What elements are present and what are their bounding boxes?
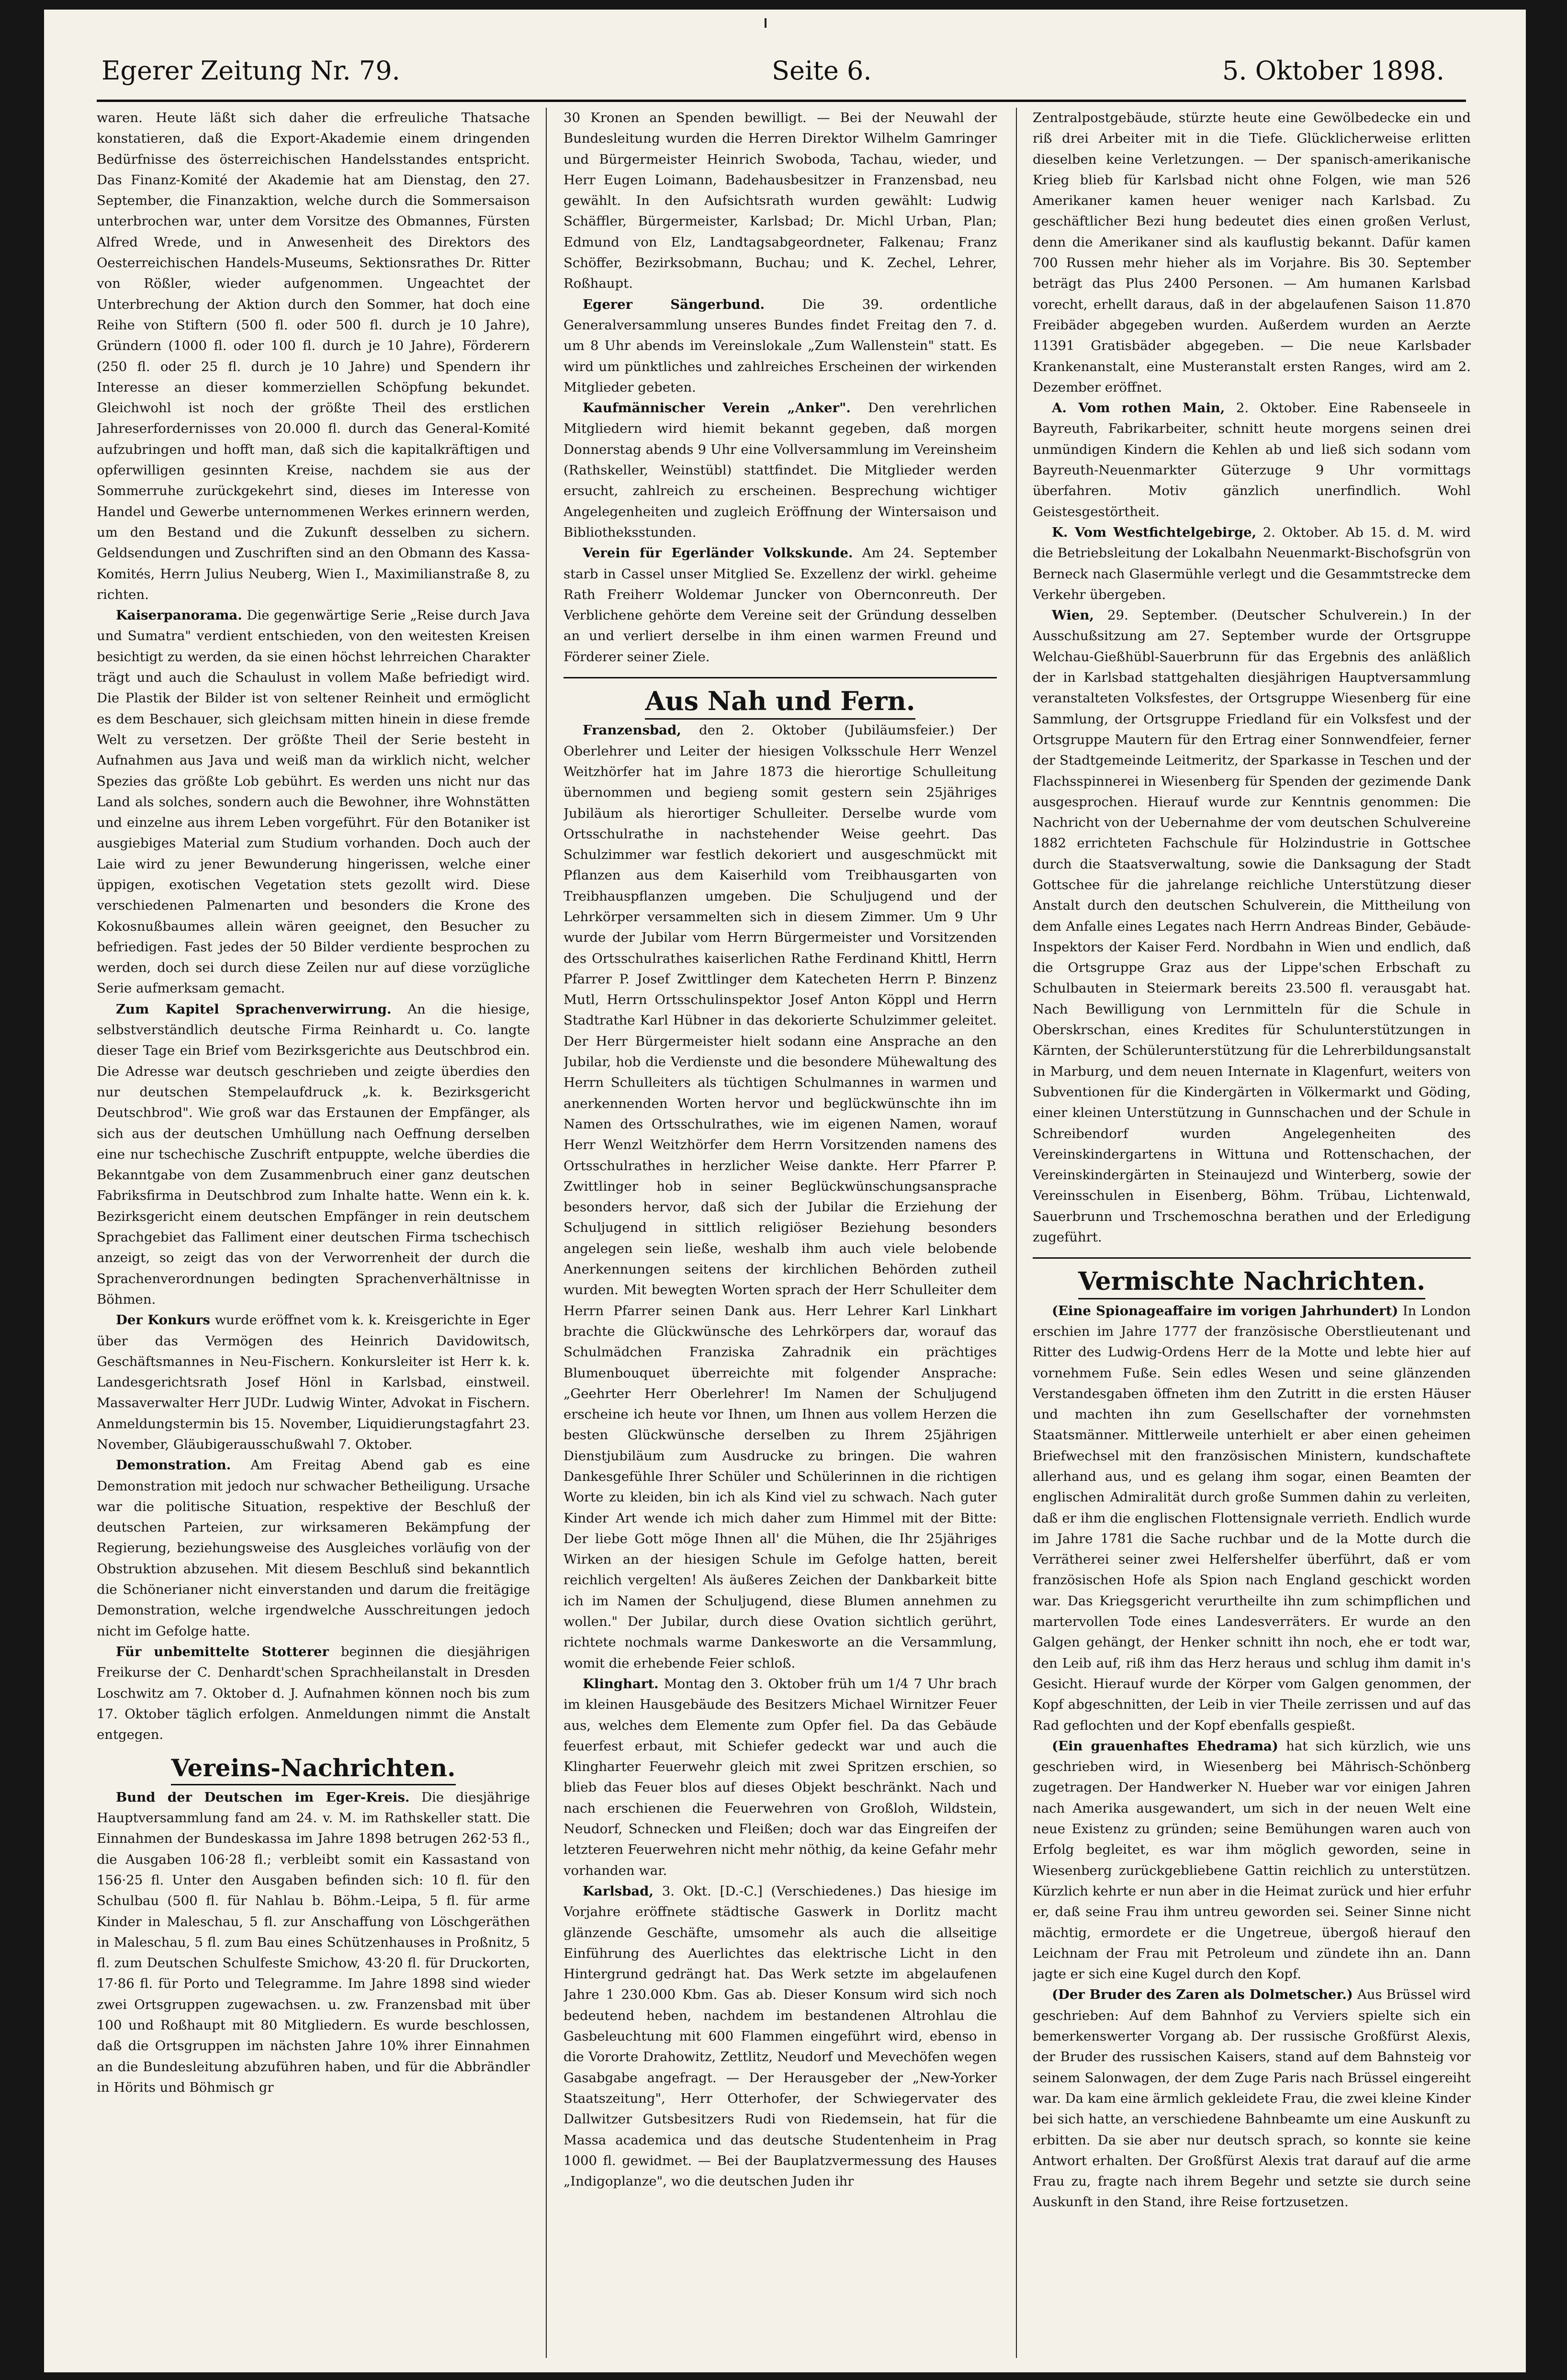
article-heading: Franzensbad,	[583, 722, 681, 738]
section-title: Vereins-Nachrichten.	[171, 1754, 455, 1785]
article-paragraph	[1033, 1301, 1471, 1736]
article-paragraph	[564, 543, 997, 667]
column-divider	[1016, 108, 1017, 2358]
column-3	[1033, 108, 1471, 2358]
article-body: Am 24. September starb in Cassel unser Mitglied Se. Exzellenz der wirkl. geheime Rath Freiherr Woldemar Juncker von Obernconreuth. Der Verblichene gehörte dem Vereine seit der Gründung desselben an und verliert derselbe in ihm einen warmen Freund und Förderer seiner Ziele.	[564, 545, 997, 665]
article-heading: (Ein grauenhaftes Ehedrama)	[1052, 1738, 1278, 1754]
article-body: den 2. Oktober (Jubiläumsfeier.) Der Oberlehrer und Leiter der hiesigen Volksschule Herr Wenzel Weitzhörfer hat im Jahre 1873 die hierortige Schulleitung übernommen und begieng somit gestern sein 25jähriges Jubiläum als hierortiger Schulleiter. Derselbe wurde vom Ortsschulrathe in nachstehender Weise geehrt. Das Schulzimmer war festlich dekoriert und ausgeschmückt mit Pflanzen aus dem Kaiserhild vom Treibhausgarten von Treibhauspflanzen umgeben. Die Schuljugend und der Lehrkörper versammelten sich in diesem Zimmer. Um 9 Uhr wurde der Jubilar vom Herrn Bürgermeister und Vorsitzenden des Ortsschulrathes kaiserlichen Rathe Ferdinand Khittl, Herrn Pfarrer P. Josef Zwittlinger dem Katecheten Herrn P. Binzenz Mutl, Herrn Ortsschulinspektor Josef Anton Köppl und Herrn Stadtrathe Karl Hübner in das dekorierte Schulzimmer geleitet. Der Herr Bürgermeister hielt sodann eine Ansprache an den Jubilar, hob die Verdienste und die besondere Mühewaltung des Herrn Schulleiters als tüchtigen Schulmannes in warmen und anerkennenden Worten hervor und beglückwünschte ihn im Namen des Ortsschulrathes, wie im eigenen Namen, worauf Herr Wenzl Weitzhörfer dem Herrn Vorsitzenden namens des Ortsschulrathes in herzlicher Weise dankte. Herr Pfarrer P. Zwittlinger hob in seiner Beglückwünschungsansprache besonders hervor, daß sich der Jubilar die Erziehung der Schuljugend in sittlich religiöser Beziehung besonders angelegen sein ließe, weshalb ihm auch viele belobende Anerkennungen seitens der kirchlichen Behörden zutheil wurden. Mit bewegten Worten sprach der Herr Schulleiter dem Herrn Pfarrer seinen Dank aus. Herr Lehrer Karl Linkhart brachte die Glückwünsche des Lehrkörpers dar, worauf das Schulmädchen Franziska Zahradnik ein prächtiges Blumenbouquet überreichte mit folgender Ansprache: „Geehrter Herr Oberlehrer! Im Namen der Schuljugend erscheine ich heute vor Ihnen, um Ihnen aus vollem Herzen die besten Glückwünsche derselben zu Ihrem 25jährigen Dienstjubiläum zum Ausdrucke zu bringen. Die wahren Dankesgefühle Ihrer Schüler und Schülerinnen in die richtigen Worte zu kleiden, bin ich als Kind viel zu schwach. Nach guter Kinder Art wende ich mich daher zum Himmel mit der Bitte: Der liebe Gott möge Ihnen all' die Mühen, die Ihr 25jähriges Wirken an der hiesigen Schule im Gefolge hatten, bereit reichlich vergelten! Als äußeres Zeichen der Dankbarkeit bitte ich im Namen der Schuljugend, diese Blumen annehmen zu wollen." Der Jubilar, durch diese Ovation sichtlich gerührt, richtete nochmals warme Dankesworte an die Versammlung, womit die erhebende Feier schloß.	[564, 722, 997, 1671]
article-body: 2. Oktober. Ab 15. d. M. wird die Betriebsleitung der Lokalbahn Neuenmarkt-Bischofsgrün von Berneck nach Glasermühle verlegt und die Gesammtstrecke dem Verkehr übergeben.	[1033, 524, 1471, 602]
article-body: hat sich kürzlich, wie uns geschrieben wird, in Wiesenberg bei Mährisch-Schönberg zugetragen. Der Handwerker N. Hueber war vor einigen Jahren nach Amerika ausgewandert, um sich in der neuen Welt eine neue Existenz zu gründen; seine Bemühungen waren auch von Erfolg begleitet, es war ihm möglich geworden, seine in Wiesenberg zurückgebliebene Gattin reichlich zu unterstützen. Kürzlich kehrte er nun aber in die Heimat zurück und hier erfuhr er, daß seine Frau ihm untreu geworden sei. Seiner Sinne nicht mächtig, ermordete er die Ungetreue, übergoß hierauf den Leichnam der Frau mit Petroleum und zündete ihn an. Dann jagte er sich eine Kugel durch den Kopf.	[1033, 1738, 1471, 1982]
article-heading: Klinghart.	[583, 1676, 659, 1692]
article-body: 29. September. (Deutscher Schulverein.) In der Ausschußsitzung am 27. September wurde der Ortsgruppe Welchau-Gießhübl-Sauerbrunn für das Ergebnis des anläßlich der in Karlsbad stattgehalten diesjährigen Hauptversammlung veranstalteten Volksfestes, der Ortsgruppe Wiesenberg für eine Sammlung, der Ortsgruppe Friedland für ein Volksfest und der Ortsgruppe Mautern für den Ertrag einer Sonnwendfeier, ferner der Stadtgemeinde Leitmeritz, der Sparkasse in Teschen und der Flachsspinnerei in Wiesenberg für Spenden der gezimende Dank ausgesprochen. Hierauf wurde zur Kenntnis genommen: Die Nachricht von der Uebernahme der vom deutschen Schulvereine 1882 errichteten Fachschule für Holzindustrie in Gottschee durch die Staatsverwaltung, sowie die Danksagung der Stadt Gottschee für die jahrelange reichliche Unterstützung dieser Anstalt durch den deutschen Schulverein, die Mittheilung von dem Anfalle eines Legates nach Herrn Andreas Binder, Gebäude-Inspektors der Kaiser Ferd. Nordbahn in Wien und endlich, daß die Ortsgruppe Graz aus der Lippe'schen Erbschaft zu Schulbauten in Steiermark bereits 23.500 fl. verausgabt hat. Nach Bewilligung von Lernmitteln für die Schule in Oberskrschan, eines Kredites für Schulunterstützungen in Kärnten, der Schülerunterstützung für die Lehrerbildungsanstalt in Marburg, und dem neuen Internate in Klagenfurt, weiters von Subventionen für die Kindergärten in Völkermarkt und Göding, einer kleinen Unterstützung in Gunnschachen und der Schule in Schreibendorf wurden Angelegenheiten des Vereinskindergartens in Wittuna und Rottenschachen, der Vereinskindergärten in Steinaujezd und Winterberg, sowie der Vereinsschulen in Eisenberg, Böhm. Trübau, Lichtenwald, Sauerbrunn und Trschemoschna berathen und der Erledigung zugeführt.	[1033, 608, 1471, 1245]
article-body: Den verehrlichen Mitgliedern wird hiemit bekannt gegeben, daß morgen Donnerstag abends 9 Uhr eine Vollversammlung im Vereinsheim (Rathskeller, Weinstübl) stattfindet. Die Mitglieder werden ersucht, zahlreich zu erscheinen. Besprechung wichtiger Angelegenheiten und zugleich Eröffnung der Wintersaison und Bibliotheksstunden.	[564, 400, 997, 540]
article-paragraph	[564, 720, 997, 1674]
article-paragraph	[1033, 1736, 1471, 1985]
article-body: Die gegenwärtige Serie „Reise durch Java und Sumatra" verdient entschieden, von den weitesten Kreisen besichtigt zu werden, da sie einen höchst lehrreichen Charakter trägt und auch die Schaulust in vollem Maße befriedigt wird. Die Plastik der Bilder ist von seltener Reinheit und ermöglicht es dem Beschauer, sich gleichsam mitten hinein in diese fremde Welt zu versetzen. Der größte Theil der Serie besteht in Aufnahmen aus Java und weiß man da wirklich nicht, welcher Spezies das größte Lob gebührt. Es werden uns nicht nur das Land als solches, sondern auch die Bewohner, ihre Wohnstätten und einzelne aus ihrem Leben vorgeführt. Für den Botaniker ist ausgiebiges Material zum Studium vorhanden. Doch auch der Laie wird zu jener Bewunderung hingerissen, welche einer üppigen, exotischen Vegetation stets gezollt wird. Diese verschiedenen Palmenarten und besonders die Krone des Kokosnußbaumes allein wären geeignet, den Besucher zu befriedigen. Fast jedes der 50 Bilder verdiente besprochen zu werden, doch sei durch diese Zeilen nur auf diese vorzügliche Serie aufmerksam gemacht.	[97, 608, 530, 996]
header-rule	[97, 100, 1466, 102]
article-body: In London erschien im Jahre 1777 der französische Oberstlieutenant und Ritter des Ludwig-Ordens Herr de la Motte und lebte hier auf vornehmem Fuße. Sein edles Wesen und seine glänzenden Verstandesgaben öffneten ihm den Zutritt in die ersten Häuser und machten ihn zum Gesellschafter der vornehmsten Staatsmänner. Mittlerweile unterhielt er aber einen geheimen Briefwechsel mit den französischen Ministern, kundschaftete allerhand aus, und es gelang ihm sogar, einen Beamten der englischen Admiralität durch große Summen dahin zu verleiten, daß er ihm die englischen Flottensignale verrieth. Endlich wurde im Jahre 1781 die Sache ruchbar und de la Motte durch die Verrätherei seiner zwei Helfershelfer überführt, daß er vom französischen Hofe als Spion nach England geschickt worden war. Das Kriegsgericht verurtheilte ihn zum schimpflichen und martervollen Tode eines Landesverräters. Er wurde an den Galgen gehängt, der Henker schnitt ihn noch, ehe er todt war, den Leib auf, riß ihm das Herz heraus und schlug ihm damit in's Gesicht. Hierauf wurde der Körper vom Galgen genommen, der Kopf abgeschnitten, der Leib in vier Theile zerrissen und auf das Rad geflochten und der Kopf ebenfalls gespießt.	[1033, 1303, 1471, 1733]
article-heading: Karlsbad,	[583, 1883, 654, 1899]
article-paragraph	[564, 398, 997, 543]
article-heading: K. Vom Westfichtelgebirge,	[1052, 524, 1257, 540]
column-2	[564, 108, 997, 2358]
article-paragraph	[1033, 522, 1471, 605]
article-paragraph: 30 Kronen an Spenden bewilligt. — Bei der Neuwahl der Bundesleitung wurden die Herren Direktor Wilhelm Gamringer und Bürgermeister Heinrich Swoboda, Tachau, wieder, und Herr Eugen Loimann, Badehausbesitzer in Franzensbad, neu gewählt. In den Aufsichtsrath wurden gewählt: Ludwig Schäffler, Bürgermeister, Karlsbad; Dr. Michl Urban, Plan; Edmund von Elz, Landtagsabgeordneter, Falkenau; Franz Schöffer, Bezirksobmann, Buchau; und K. Zechel, Lehrer, Roßhaupt.	[564, 110, 997, 292]
column-1	[97, 108, 530, 2358]
article-paragraph: waren. Heute läßt sich daher die erfreuliche Thatsache konstatieren, daß die Export-Akademie einem dringenden Bedürfnisse des österreichischen Handelsstandes entspricht. Das Finanz-Komité der Akademie hat am Dienstag, den 27. September, die Finanzaktion, welche durch die Sommersaison unterbrochen war, unter dem Vorsitze des Obmannes, Fürsten Alfred Wrede, und in Anwesenheit des Direktors des Oesterreichischen Handels-Museums, Sektionsrathes Dr. Ritter von Rößler, wieder aufgenommen. Ungeachtet der Unterbrechung der Aktion durch den Sommer, hat doch eine Reihe von Stiftern (500 fl. oder 500 fl. durch je 10 Jahre), Gründern (1000 fl. oder 100 fl. durch je 10 Jahre), Förderern (250 fl. oder 25 fl. durch je 10 Jahre) und Spendern ihr Interesse an dieser kommerziellen Schöpfung bekundet. Gleichwohl ist noch der größte Theil des erstlichen Jahreserfordernisses von 20.000 fl. durch das General-Komité aufzubringen und hofft man, daß sich die kapitalkräftigen und opferwilligen gesinnten Kreise, nachdem sie aus der Sommerruhe zurückgekehrt sind, dieses im Interesse von Handel und Gewerbe unternommenen Werkes erinnern werden, um den Bestand und die Zukunft desselben zu sichern. Geldsendungen und Zuschriften sind an den Obmann des Kassa-Komités, Herrn Julius Neuberg, Wien I., Maximilianstraße 8, zu richten.	[97, 110, 530, 602]
article-heading: (Eine Spionageaffaire im vorigen Jahrhundert)	[1052, 1303, 1398, 1319]
article-body: Die 39. ordentliche Generalversammlung unseres Bundes findet Freitag den 7. d. um 8 Uhr abends im Vereinslokale „Zum Wallenstein" statt. Es wird um pünktliches und zahlreiches Erscheinen der wirkenden Mitglieder gebeten.	[564, 296, 997, 395]
article-paragraph	[1033, 1985, 1471, 2212]
article-paragraph	[564, 1881, 997, 2192]
article-paragraph	[97, 1787, 530, 2098]
article-body: Am Freitag Abend gab es eine Demonstration mit jedoch nur schwacher Betheiligung. Ursache war die politische Situation, respektive der Beschluß der deutschen Parteien, zur wirksameren Bekämpfung der Regierung, beziehungsweise des Ausgleiches vorläufig von der Obstruktion abzusehen. Mit diesem Beschluß sind bekanntlich die Schönerianer nicht einverstanden und darum die freitägige Demonstration, welche irgendwelche Ausschreitungen jedoch nicht im Gefolge hatte.	[97, 1457, 530, 1639]
article-heading: Der Konkurs	[116, 1312, 210, 1328]
column-divider	[546, 108, 547, 2358]
article-paragraph	[97, 1642, 530, 1745]
article-paragraph	[97, 605, 530, 999]
page-header	[44, 10, 1526, 98]
article-heading: Kaiserpanorama.	[116, 608, 242, 623]
section-heading-vermischte	[1033, 1267, 1471, 1297]
article-body: 3. Okt. [D.-C.] (Verschiedenes.) Das hiesige im Vorjahre eröffnete städtische Gaswerk in Dorlitz macht glänzende Geschäfte, umsomehr als auch die allseitige Einführung des Auerlichtes das elektrische Licht in den Hintergrund gedrängt hat. Das Werk setzte im abgelaufenen Jahre 1 230.000 Kbm. Gas ab. Dieser Konsum wird sich noch bedeutend heben, nachdem im bestandenen Altrohlau die Gasbeleuchtung mit 600 Flammen eingeführt wird, ebenso in die Vororte Drahowitz, Zettlitz, Neudorf und Mevechöfen wegen Gasabgabe angefragt. — Der Herausgeber der „New-Yorker Staatszeitung", Herr Otterhofer, der Schwiegervater des Dallwitzer Gutsbesitzers Rudi von Riedemsein, hat für die Massa academica und das deutsche Studentenheim in Prag 1000 fl. gewidmet. — Bei der Bauplatzvermessung des Hauses „Indigoplanze", wo die deutschen Juden ihr	[564, 1883, 997, 2189]
article-paragraph	[97, 1455, 530, 1642]
page-number: Seite 6.	[772, 56, 872, 86]
section-title: Aus Nah und Fern.	[645, 686, 915, 720]
section-rule	[564, 677, 997, 678]
article-body: Die diesjährige Hauptversammlung fand am 24. v. M. im Rathskeller statt. Die Einnahmen der Bundeskassa im Jahre 1898 betrugen 262·53 fl., die Ausgaben 106·28 fl.; verbleibt somit ein Kassastand von 156·25 fl. Unter den Ausgaben befinden sich: 10 fl. für den Schulbau (500 fl. für Nahlau b. Böhm.-Leipa, 5 fl. für arme Kinder in Maleschau, 5 fl. zur Anschaffung von Löschgeräthen in Maleschau, 5 fl. zum Bau eines Schützenhauses in Proßnitz, 5 fl. zum Deutschen Schulfeste Smichow, 43·20 fl. für Druckorten, 17·86 fl. für Porto und Telegramme. Im Jahre 1898 sind wieder zwei Ortsgruppen zugewachsen. u. zw. Franzensbad mit über 100 und Roßhaupt mit 80 Mitgliedern. Es wurde beschlossen, daß die Ortsgruppen im nächsten Jahre 10% ihrer Einnahmen an die Bundesleitung abzuführen haben, und für die Abbrändler in Hörits und Böhmisch gr	[97, 1789, 530, 2095]
article-paragraph	[564, 294, 997, 398]
article-paragraph: Zentralpostgebäude, stürzte heute eine Gewölbedecke ein und riß drei Arbeiter mit in die Tiefe. Glücklicherweise erlitten dieselben keine Verletzungen. — Der spanisch-amerikanische Krieg blieb für Karlsbad nicht ohne Folgen, wie man 526 Amerikaner kamen heuer weniger nach Karlsbad. Zu geschäftlicher Bezi hung bedeutet dies einen großen Verlust, denn die Amerikaner sind als kauflustig bekannt. Dafür kamen 700 Russen mehr hieher als im Vorjahre. Bis 30. September beträgt das Plus 2400 Personen. — Am humanen Karlsbad vorecht, erhellt daraus, daß in der abgelaufenen Saison 11.870 Freibäder abgegeben wurden. Außerdem wurden an Aerzte 11391 Gratisbäder abgegeben. — Die neue Karlsbader Krankenanstalt, eine Musteranstalt ersten Ranges, wird am 2. Dezember eröffnet.	[1033, 110, 1471, 395]
article-paragraph	[97, 999, 530, 1310]
article-paragraph	[97, 1310, 530, 1455]
article-body: beginnen die diesjährigen Freikurse der C. Denhardt'schen Sprachheilanstalt in Dresden Loschwitz am 7. Oktober d. J. Aufnahmen können noch bis zum 17. Oktober täglich erfolgen. Anmeldungen nimmt die Anstalt entgegen.	[97, 1644, 530, 1743]
newspaper-page	[44, 10, 1526, 2372]
article-body: 2. Oktober. Eine Rabenseele in Bayreuth, Fabrikarbeiter, schnitt heute morgens seinen drei unmündigen Kindern die Kehlen ab und ließ sich sodann vom Bayreuth-Neuenmarkter Güterzuge 9 Uhr vormittags überfahren. Motiv gänzlich unerfindlich. Wohl Geistesgestörtheit.	[1033, 400, 1471, 519]
section-rule	[1033, 1257, 1471, 1259]
article-body: Montag den 3. Oktober früh um 1/4 7 Uhr brach im kleinen Hausgebäude des Besitzers Michael Wirnitzer Feuer aus, welches dem Elemente zum Opfer fiel. Da das Gebäude feuerfest erbaut, mit Schiefer gedeckt war und auch die Klingharter Feuerwehr gleich mit zwei Spritzen erschien, so blieb das Feuer blos auf dieses Objekt beschränkt. Nach und nach erschienen die Feuerwehren von Großloh, Wildstein, Neudorf, Schnecken und Fleißen; doch war das Eingreifen der letzteren Feuerwehren nicht mehr nöthig, da keine Gefahr mehr vorhanden war.	[564, 1676, 997, 1878]
article-paragraph	[564, 1674, 997, 1881]
article-heading: Wien,	[1052, 608, 1094, 623]
article-heading: Kaufmännischer Verein „Anker".	[583, 400, 851, 416]
article-heading: Verein für Egerländer Volkskunde.	[583, 545, 853, 561]
section-heading-vereins	[97, 1754, 530, 1782]
article-paragraph	[1033, 398, 1471, 522]
article-paragraph	[1033, 605, 1471, 1248]
article-heading: Für unbemittelte Stotterer	[116, 1644, 329, 1659]
article-heading: Egerer Sängerbund.	[583, 296, 765, 312]
issue-date: 5. Oktober 1898.	[1222, 56, 1444, 86]
article-body: Aus Brüssel wird geschrieben: Auf dem Bahnhof zu Verviers spielte sich ein bemerkenswerter Vorgang ab. Der russische Großfürst Alexis, der Bruder des russischen Kaisers, stand auf dem Bahnsteig vor seinem Salonwagen, der dem Zuge Paris nach Brüssel eingereiht war. Da kam eine ärmlich gekleidete Frau, die zwei kleine Kinder bei sich hatte, an verschiedene Bahnbeamte um eine Auskunft zu erbitten. Da sie aber nur deutsch sprach, so konnte sie keine Antwort erhalten. Der Großfürst Alexis trat darauf auf die arme Frau zu, fragte nach ihrem Begehr und setzte sie durch seine Auskunft in den Stand, ihre Reise fortzusetzen.	[1033, 1987, 1471, 2210]
article-heading: (Der Bruder des Zaren als Dolmetscher.)	[1052, 1987, 1353, 2003]
article-heading: Demonstration.	[116, 1457, 231, 1473]
article-body: wurde eröffnet vom k. k. Kreisgerichte in Eger über das Vermögen des Heinrich Davidowitsch, Geschäftsmannes in Neu-Fischern. Konkursleiter ist Herr k. k. Landesgerichtsrath Josef Hönl in Karlsbad, einstweil. Massaverwalter Herr JUDr. Ludwig Winter, Advokat in Fischern. Anmeldungstermin bis 15. November, Liquidierungstagfahrt 23. November, Gläubigerausschußwahl 7. Oktober.	[97, 1312, 530, 1452]
print-mark	[765, 18, 767, 28]
article-heading: Zum Kapitel Sprachenverwirrung.	[116, 1001, 392, 1017]
section-heading-aus-nah-und-fern	[564, 686, 997, 717]
masthead-title: Egerer Zeitung Nr. 79.	[101, 56, 400, 86]
article-heading: Bund der Deutschen im Eger-Kreis.	[116, 1789, 410, 1805]
section-title: Vermischte Nachrichten.	[1078, 1267, 1425, 1299]
article-heading: A. Vom rothen Main,	[1052, 400, 1225, 416]
article-body: An die hiesige, selbstverständlich deutsche Firma Reinhardt u. Co. langte dieser Tage ein Brief vom Bezirksgerichte aus Deutschbrod ein. Die Adresse war deutsch geschrieben und zeigte überdies den nur deutschen Stempelaufdruck „k. k. Bezirksgericht Deutschbrod". Wie groß war das Erstaunen der Empfänger, als sich aus der deutschen Umhüllung nach Oeffnung derselben eine nur tschechische Zuschrift entpuppte, welche überdies die Bekanntgabe von dem Zusammenbruch einer ganz deutschen Fabriksfirma in Deutschbrod zum Inhalte hatte. Wenn ein k. k. Bezirksgericht einem deutschen Empfänger in rein deutschem Sprachgebiet das Falliment einer deutschen Firma tschechisch anzeigt, so zeigt das von der Verworrenheit der durch die Sprachenverordnungen bedingten Sprachenverhältnisse in Böhmen.	[97, 1001, 530, 1307]
